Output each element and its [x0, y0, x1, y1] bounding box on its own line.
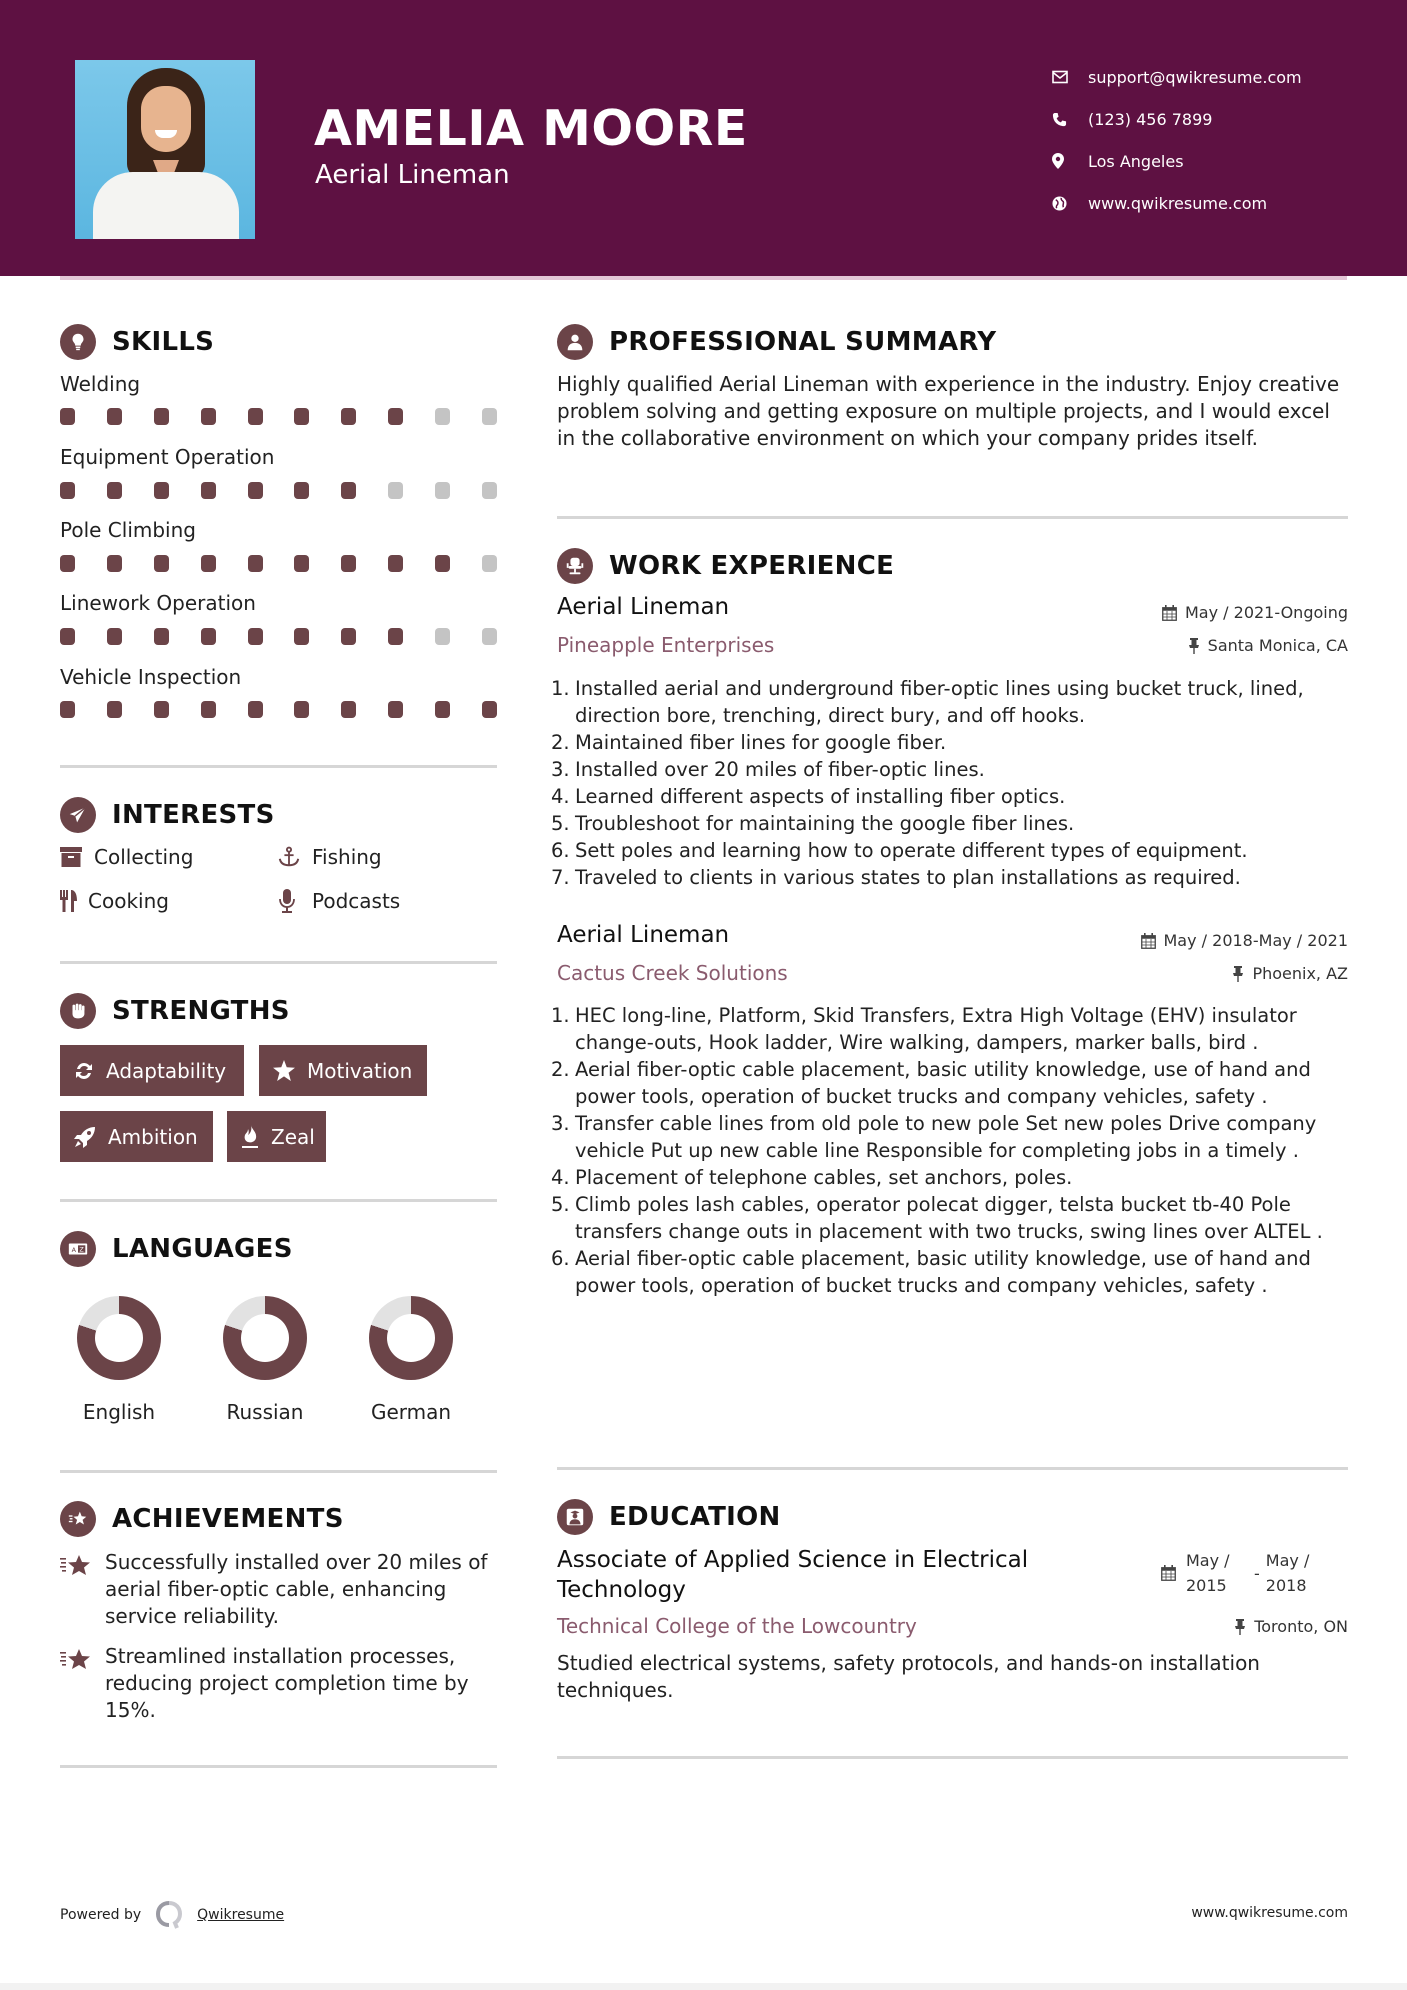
job-bullet: 4. Placement of telephone cables, set anchors, poles. [551, 1166, 1073, 1189]
calendar-icon [1141, 933, 1156, 949]
utensils-icon [60, 890, 78, 912]
rating-dot-empty [482, 482, 497, 499]
qwikresume-logo-icon [155, 1900, 183, 1930]
rating-dot [294, 408, 309, 425]
rating-dot [154, 482, 169, 499]
languages-heading [60, 1231, 293, 1267]
strength-label: Adaptability [106, 1058, 227, 1083]
rating-dot-empty [435, 482, 450, 499]
star-icon [273, 1060, 295, 1081]
job-bullet: 6. Sett poles and learning how to operate different types of equipment. [551, 839, 1248, 862]
rating-dot [154, 701, 169, 718]
rating-dot [60, 482, 75, 499]
job-location [1232, 964, 1348, 983]
job-bullet: 3. Installed over 20 miles of fiber-optic lines. [551, 758, 985, 781]
skill-rating-pole-climbing [60, 555, 497, 572]
rating-dot [201, 482, 216, 499]
achievement-item [60, 1643, 500, 1724]
candidate-name: AMELIA MOORE [314, 100, 748, 157]
calendar-icon [1162, 605, 1177, 621]
rating-dot [60, 408, 75, 425]
section-divider [60, 765, 497, 768]
rating-dot-empty [435, 408, 450, 425]
profile-photo [75, 60, 255, 239]
summary-text: Highly qualified Aerial Lineman with experience in the industry. Enjoy creative problem solving and getting exposure on multiple projects, and I would excel in the collaborative environment on which your company prides itself. [557, 372, 1340, 450]
education-description: Studied electrical systems, safety protocols, and hands-on installation techniques. [557, 1651, 1260, 1702]
rating-dot [388, 555, 403, 572]
achievement-text: Streamlined installation processes, reducing project completion time by 15%. [105, 1644, 469, 1722]
achievement-item [60, 1549, 500, 1630]
rating-dot [341, 482, 356, 499]
header-divider [60, 276, 1347, 280]
rating-dot [388, 408, 403, 425]
achievements-heading [60, 1501, 344, 1537]
section-divider [60, 1470, 497, 1473]
interest-item [60, 889, 169, 913]
summary-heading [557, 324, 996, 360]
pushpin-icon [1232, 966, 1244, 982]
job-dates [1162, 603, 1348, 622]
section-divider [557, 1756, 1348, 1759]
contact-phone[interactable] [1052, 98, 1302, 140]
rating-dot-empty [435, 628, 450, 645]
rating-dot [294, 555, 309, 572]
contact-email[interactable] [1052, 56, 1302, 98]
pushpin-icon [1188, 638, 1200, 654]
strength-label: Zeal [271, 1124, 315, 1149]
rating-dot [60, 701, 75, 718]
award-star-icon [60, 1643, 105, 1724]
degree-title: Associate of Applied Science in Electrical Technology [557, 1547, 1029, 1603]
strengths-heading [60, 993, 290, 1029]
job-dates-text: May / 2018-May / 2021 [1163, 931, 1348, 950]
interests-title: INTERESTS [112, 800, 275, 830]
language-label: German [370, 1400, 452, 1424]
rating-dot [294, 701, 309, 718]
rating-dot [107, 482, 122, 499]
rating-dot [248, 628, 263, 645]
rating-dot [482, 701, 497, 718]
skill-rating-welding [60, 408, 497, 425]
calendar-icon [1161, 1565, 1176, 1581]
skill-rating-vehicle-inspection [60, 701, 497, 718]
interests-heading [60, 797, 275, 833]
school-name: Technical College of the Lowcountry [557, 1614, 917, 1638]
summary-title: PROFESSIONAL SUMMARY [609, 327, 997, 357]
strength-chip [259, 1045, 427, 1096]
company-name: Cactus Creek Solutions [557, 961, 788, 985]
job-title: Aerial Lineman [557, 594, 730, 620]
job-dates-text: May / 2021-Ongoing [1185, 603, 1348, 622]
language-proficiency-german [369, 1296, 453, 1380]
date-separator: - [1254, 1563, 1260, 1583]
skill-label: Equipment Operation [60, 445, 275, 469]
skill-rating-equipment-operation [60, 482, 497, 499]
rating-dot [435, 701, 450, 718]
rating-dot [248, 555, 263, 572]
education-title: EDUCATION [609, 1502, 781, 1532]
company-name: Pineapple Enterprises [557, 633, 775, 657]
education-start-date: May / 2015 [1186, 1551, 1230, 1595]
rating-dot-empty [482, 628, 497, 645]
translate-icon [60, 1231, 96, 1267]
rating-dot [341, 555, 356, 572]
interest-label: Collecting [94, 845, 194, 869]
rating-dot [248, 482, 263, 499]
rating-dot-empty [482, 408, 497, 425]
skill-rating-linework-operation [60, 628, 497, 645]
job-bullet: 3. Transfer cable lines from old pole to new pole Set new poles Drive company vehicle Put up new cable line Responsible for completing jobs in a timely . [551, 1112, 1317, 1162]
skills-heading [60, 324, 214, 360]
contact-location [1052, 140, 1302, 182]
rating-dot [201, 628, 216, 645]
job-bullet: 6. Aerial fiber-optic cable placement, basic utility knowledge, use of hand and power tools, operation of bucket trucks and company vehicles, safety . [551, 1247, 1311, 1297]
section-divider [557, 516, 1348, 519]
rating-dot-empty [388, 482, 403, 499]
rating-dot [154, 628, 169, 645]
contact-location-text: Los Angeles [1088, 151, 1184, 171]
job-bullets [551, 675, 1348, 891]
page-edge [0, 1983, 1407, 1990]
achievement-text: Successfully installed over 20 miles of aerial fiber-optic cable, enhancing service reliability. [105, 1550, 488, 1628]
job-bullet: 2. Aerial fiber-optic cable placement, basic utility knowledge, use of hand and power tools, operation of bucket trucks and company vehicles, safety . [551, 1058, 1311, 1108]
section-divider [60, 1199, 497, 1202]
language-label: English [82, 1400, 156, 1424]
skill-label: Linework Operation [60, 591, 256, 615]
contact-phone-text: (123) 456 7899 [1088, 109, 1213, 129]
rating-dot [107, 555, 122, 572]
rating-dot [107, 701, 122, 718]
rating-dot [107, 628, 122, 645]
candidate-role: Aerial Lineman [315, 160, 510, 190]
job-bullet: 1. Installed aerial and underground fiber-optic lines using bucket truck, lined, direction bore, trenching, direct bury, and off hooks. [551, 677, 1304, 727]
award-star-icon [60, 1549, 105, 1630]
map-marker-icon [1052, 153, 1088, 169]
strength-label: Motivation [307, 1058, 413, 1083]
education-heading [557, 1499, 781, 1535]
rating-dot-empty [482, 555, 497, 572]
footer-powered-by [60, 1900, 284, 1930]
rating-dot [60, 555, 75, 572]
rating-dot [248, 408, 263, 425]
experience-title: WORK EXPERIENCE [609, 551, 895, 581]
interest-item [278, 845, 382, 869]
award-star-icon [60, 1501, 96, 1537]
powered-by-label: Powered by [60, 1907, 142, 1923]
education-location-text: Toronto, ON [1254, 1617, 1348, 1636]
job-bullet: 5. Climb poles lash cables, operator polecat digger, telsta bucket tb-40 Pole transfers change outs in placement with two trucks, swing lines over ALTEL . [551, 1193, 1323, 1243]
rating-dot [248, 701, 263, 718]
section-divider [60, 961, 497, 964]
achievements-title: ACHIEVEMENTS [112, 1504, 344, 1534]
section-divider [60, 1765, 497, 1768]
job-bullets [551, 1002, 1348, 1299]
language-proficiency-english [77, 1296, 161, 1380]
rating-dot [341, 701, 356, 718]
rating-dot [388, 701, 403, 718]
interest-label: Podcasts [312, 889, 401, 913]
rating-dot [341, 408, 356, 425]
job-bullet: 4. Learned different aspects of installing fiber optics. [551, 785, 1066, 808]
phone-icon [1052, 112, 1088, 127]
job-title: Aerial Lineman [557, 922, 730, 948]
rating-dot [294, 482, 309, 499]
job-bullet: 2. Maintained fiber lines for google fiber. [551, 731, 947, 754]
qwikresume-link[interactable]: Qwikresume [197, 1907, 285, 1923]
interest-label: Cooking [88, 889, 169, 913]
archive-icon [60, 847, 82, 867]
skills-title: SKILLS [112, 327, 215, 357]
strength-chip [60, 1045, 244, 1096]
languages-title: LANGUAGES [112, 1234, 293, 1264]
language-proficiency-russian [223, 1296, 307, 1380]
skill-label: Vehicle Inspection [60, 665, 242, 689]
graduate-icon [557, 1499, 593, 1535]
job-bullet: 5. Troubleshoot for maintaining the google fiber lines. [551, 812, 1075, 835]
lightbulb-icon [60, 324, 96, 360]
strengths-title: STRENGTHS [112, 996, 290, 1026]
job-location [1188, 636, 1348, 655]
microphone-icon [278, 889, 300, 913]
rating-dot [294, 628, 309, 645]
strength-chip [60, 1111, 213, 1162]
experience-heading [557, 548, 894, 584]
fist-icon [60, 993, 96, 1029]
rating-dot [201, 408, 216, 425]
skill-label: Welding [60, 372, 141, 396]
globe-icon [1052, 196, 1088, 211]
interest-item [278, 889, 400, 913]
rating-dot [341, 628, 356, 645]
rating-dot [435, 555, 450, 572]
svg-text:A: A [71, 1246, 76, 1255]
rating-dot [154, 555, 169, 572]
user-icon [557, 324, 593, 360]
paper-plane-icon [60, 797, 96, 833]
office-chair-icon [557, 548, 593, 584]
job-dates [1141, 931, 1349, 950]
envelope-icon [1052, 70, 1088, 84]
rating-dot [60, 628, 75, 645]
education-dates [1161, 1548, 1324, 1598]
fire-icon [241, 1125, 259, 1149]
skill-label: Pole Climbing [60, 518, 196, 542]
anchor-icon [278, 846, 300, 868]
contact-website[interactable] [1052, 182, 1302, 224]
rating-dot [388, 628, 403, 645]
job-location-text: Phoenix, AZ [1252, 964, 1348, 983]
contact-list [1052, 56, 1302, 224]
section-divider [557, 1467, 1348, 1470]
rocket-icon [74, 1126, 96, 1148]
education-location [1234, 1617, 1348, 1636]
job-bullet: 7. Traveled to clients in various states to plan installations as required. [551, 866, 1241, 889]
language-label: Russian [226, 1400, 304, 1424]
strength-chip [227, 1111, 326, 1162]
contact-email-text: support@qwikresume.com [1088, 67, 1302, 87]
contact-website-text: www.qwikresume.com [1088, 193, 1268, 213]
strength-label: Ambition [108, 1124, 198, 1149]
rating-dot [154, 408, 169, 425]
education-end-date: May / 2018 [1265, 1551, 1310, 1595]
interest-label: Fishing [312, 845, 382, 869]
footer-website[interactable]: www.qwikresume.com [1191, 1905, 1348, 1921]
rating-dot [107, 408, 122, 425]
job-location-text: Santa Monica, CA [1207, 636, 1348, 655]
svg-text:Z: Z [79, 1245, 84, 1254]
job-bullet: 1. HEC long-line, Platform, Skid Transfers, Extra High Voltage (EHV) insulator change-outs, Hook ladder, Wire walking, dampers, marker balls, bird . [551, 1004, 1297, 1054]
refresh-icon [74, 1061, 94, 1081]
interest-item [60, 845, 193, 869]
rating-dot [201, 701, 216, 718]
rating-dot [201, 555, 216, 572]
pushpin-icon [1234, 1619, 1246, 1635]
